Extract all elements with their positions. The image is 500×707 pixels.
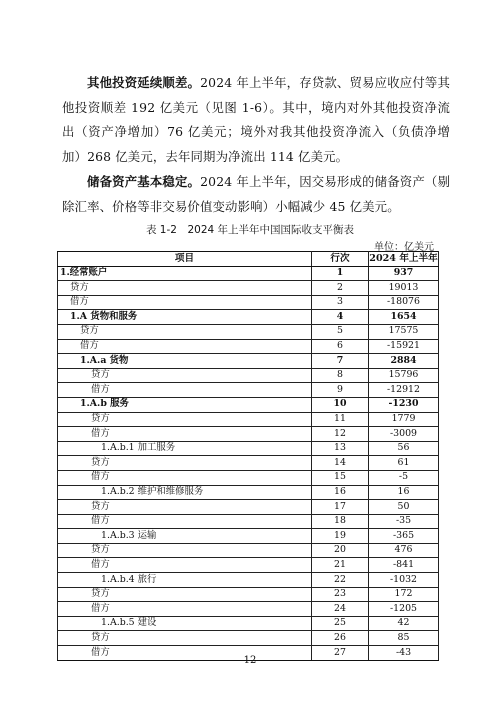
balance-of-payments-table [57, 251, 439, 661]
row-item: 1.A.a 货物 [58, 354, 312, 369]
row-item: 借方 [58, 339, 312, 354]
table-row [58, 631, 439, 646]
row-item: 1.A.b.3 运输 [58, 529, 312, 544]
table-row [58, 573, 439, 588]
row-number: 6 [312, 339, 369, 354]
table-caption: 表 1-2 2024 年上半年中国国际收支平衡表 [145, 224, 355, 236]
paragraph-lead: 其他投资延续顺差。 [87, 75, 201, 90]
table-row [58, 529, 439, 544]
row-number: 8 [312, 368, 369, 383]
row-value: 50 [369, 500, 439, 515]
table-row [58, 354, 439, 369]
row-value: -1205 [369, 602, 439, 617]
row-value: -1230 [369, 397, 439, 412]
row-item: 借方 [58, 427, 312, 442]
row-number: 15 [312, 470, 369, 485]
row-item: 借方 [58, 602, 312, 617]
row-item: 1.经常账户 [58, 266, 312, 281]
row-value: 1654 [369, 310, 439, 325]
row-item: 贷方 [58, 500, 312, 515]
row-number: 25 [312, 616, 369, 631]
row-item: 贷方 [58, 631, 312, 646]
table-row [58, 602, 439, 617]
row-value: 61 [369, 456, 439, 471]
table-row [58, 485, 439, 500]
table-row [58, 456, 439, 471]
row-value: -35 [369, 514, 439, 529]
table-row [58, 397, 439, 412]
paragraph-other-investment [62, 71, 450, 169]
row-value: 2884 [369, 354, 439, 369]
row-value: 85 [369, 631, 439, 646]
table-row [58, 441, 439, 456]
table-body [58, 266, 439, 660]
row-item: 1.A.b.5 建设 [58, 616, 312, 631]
paragraph-text: 2024 年上半年，因交易形成的储备资产（剔除汇率、价格等非交易价值变动影响）小幅减少 45 亿美元。 [62, 174, 450, 214]
row-item: 贷方 [58, 587, 312, 602]
row-number: 12 [312, 427, 369, 442]
header-row-number: 行次 [312, 252, 369, 267]
table-row [58, 266, 439, 281]
row-value: 17575 [369, 324, 439, 339]
row-number: 27 [312, 646, 369, 661]
header-item: 项目 [58, 252, 312, 267]
table-unit: 单位：亿美元 [374, 242, 434, 253]
table-row [58, 383, 439, 398]
row-value: 937 [369, 266, 439, 281]
row-value: -43 [369, 646, 439, 661]
row-value: -12912 [369, 383, 439, 398]
table-row [58, 558, 439, 573]
table-row [58, 514, 439, 529]
row-value: 172 [369, 587, 439, 602]
row-number: 3 [312, 295, 369, 310]
table-row [58, 324, 439, 339]
paragraph-lead: 储备资产基本稳定。 [87, 174, 201, 189]
paragraph-text: 2024 年上半年，存贷款、贸易应收应付等其他投资顺差 192 亿美元（见图 1-6）。其中，境内对外其他投资净流出（资产净增加）76 亿美元；境外对我其他投资净流入（负债净增加）268 亿美元，去年同期为净流出 114 亿美元。 [62, 75, 450, 164]
row-value: -3009 [369, 427, 439, 442]
row-number: 10 [312, 397, 369, 412]
row-item: 贷方 [58, 456, 312, 471]
row-value: -5 [369, 470, 439, 485]
table-row [58, 616, 439, 631]
row-value: -365 [369, 529, 439, 544]
row-item: 借方 [58, 383, 312, 398]
row-item: 借方 [58, 295, 312, 310]
row-number: 21 [312, 558, 369, 573]
row-item: 1.A.b.1 加工服务 [58, 441, 312, 456]
row-value: 476 [369, 543, 439, 558]
row-number: 18 [312, 514, 369, 529]
table-row [58, 427, 439, 442]
row-value: 19013 [369, 281, 439, 296]
row-item: 1.A.b.2 维护和维修服务 [58, 485, 312, 500]
row-item: 贷方 [58, 368, 312, 383]
row-value: 1779 [369, 412, 439, 427]
table-row [58, 339, 439, 354]
row-number: 19 [312, 529, 369, 544]
table-row [58, 281, 439, 296]
row-number: 26 [312, 631, 369, 646]
row-number: 17 [312, 500, 369, 515]
table-header-row [58, 252, 439, 267]
row-number: 5 [312, 324, 369, 339]
row-item: 贷方 [58, 324, 312, 339]
table-row [58, 470, 439, 485]
row-item: 1.A 货物和服务 [58, 310, 312, 325]
paragraph-reserve-assets [62, 170, 450, 219]
row-number: 2 [312, 281, 369, 296]
row-value: -1032 [369, 573, 439, 588]
row-number: 23 [312, 587, 369, 602]
row-value: 42 [369, 616, 439, 631]
row-value: -15921 [369, 339, 439, 354]
page-number: 12 [243, 655, 257, 666]
table-row [58, 368, 439, 383]
row-number: 20 [312, 543, 369, 558]
row-number: 1 [312, 266, 369, 281]
row-value: -18076 [369, 295, 439, 310]
header-period: 2024 年上半年 [369, 252, 439, 267]
row-number: 4 [312, 310, 369, 325]
row-number: 7 [312, 354, 369, 369]
row-number: 16 [312, 485, 369, 500]
row-item: 1.A.b.4 旅行 [58, 573, 312, 588]
table-row [58, 500, 439, 515]
row-item: 贷方 [58, 543, 312, 558]
table-row [58, 412, 439, 427]
row-value: -841 [369, 558, 439, 573]
row-value: 56 [369, 441, 439, 456]
row-item: 借方 [58, 646, 312, 661]
table-row [58, 543, 439, 558]
row-item: 借方 [58, 514, 312, 529]
row-value: 15796 [369, 368, 439, 383]
row-item: 借方 [58, 470, 312, 485]
row-number: 14 [312, 456, 369, 471]
row-number: 22 [312, 573, 369, 588]
row-number: 24 [312, 602, 369, 617]
row-number: 9 [312, 383, 369, 398]
table-row [58, 587, 439, 602]
row-number: 11 [312, 412, 369, 427]
row-item: 贷方 [58, 412, 312, 427]
table-row [58, 295, 439, 310]
row-item: 借方 [58, 558, 312, 573]
table-row [58, 310, 439, 325]
row-item: 1.A.b 服务 [58, 397, 312, 412]
row-number: 13 [312, 441, 369, 456]
row-value: 16 [369, 485, 439, 500]
row-item: 贷方 [58, 281, 312, 296]
